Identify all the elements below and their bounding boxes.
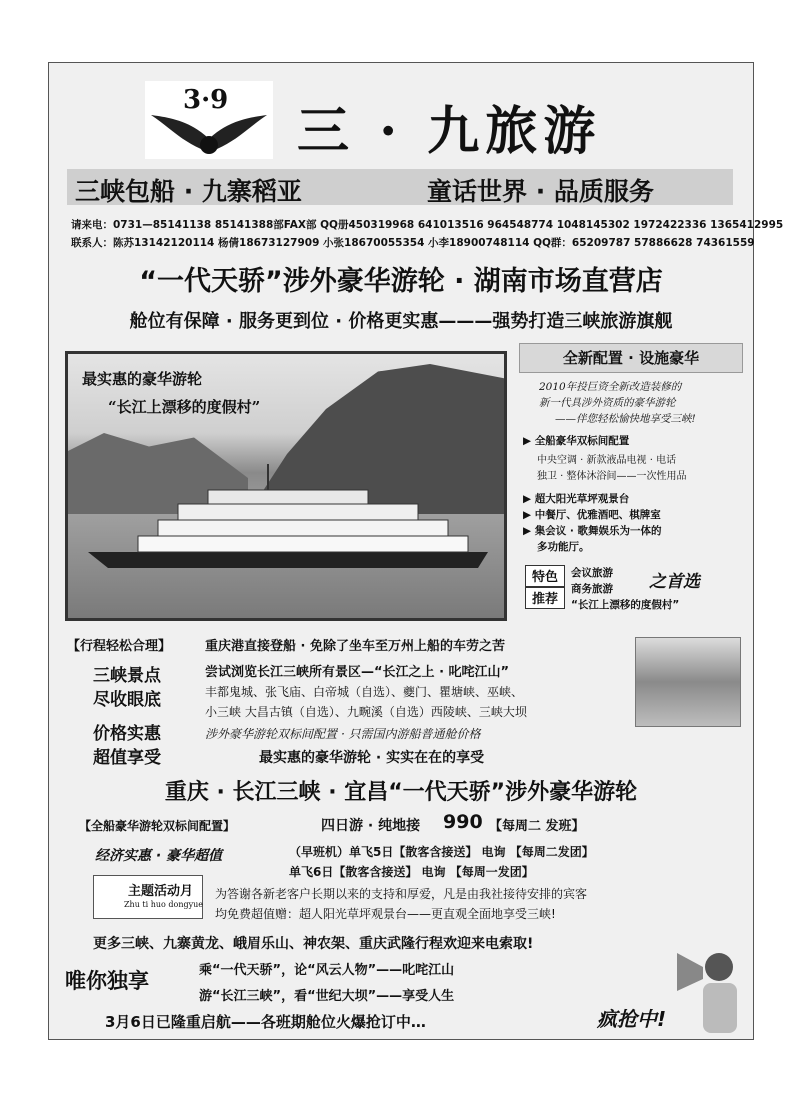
route-flight-1: （早班机）单飞5日【散客含接送】 电询 【每周二发团】 bbox=[289, 845, 594, 859]
tag-recommended: 推荐 bbox=[525, 587, 565, 609]
megaphone-girl-icon bbox=[673, 943, 749, 1035]
feature-panel bbox=[519, 343, 741, 619]
logo-number: 3·9 bbox=[183, 85, 229, 115]
hot-sale: 疯抢中! bbox=[597, 1007, 667, 1031]
wings-icon bbox=[149, 109, 269, 157]
main-headline: “一代天骄”涉外豪华游轮 · 湖南市场直营店 bbox=[139, 266, 663, 297]
promo-more: 更多三峡、九寨黄龙、峨眉乐山、神农架、重庆武隆行程欢迎来电索取! bbox=[93, 936, 534, 952]
theme-badge-title: 主题活动月 bbox=[128, 884, 194, 899]
feature-sub-1: 中央空调 · 新款液晶电视 · 电话 bbox=[537, 455, 677, 466]
sub-headline: 舱位有保障 · 服务更到位 · 价格更实惠———强势打造三峡旅游旗舰 bbox=[129, 311, 673, 332]
feature-bullet-2: ▶ 超大阳光草坪观景台 bbox=[523, 493, 630, 505]
ship-icon bbox=[88, 464, 498, 574]
band-left: 三峡包船 · 九寨稻亚 bbox=[75, 177, 302, 206]
contact-phone: 请来电：0731—85141138 85141388部FAX部 QQ册450319968 641013516 964548774 1048145302 1972422336 1365412995 bbox=[71, 219, 784, 231]
flyer bbox=[48, 62, 784, 1040]
promo-text-2: 均免费超值赠：超人阳光草坪观景台——更直观全面地享受三峡! bbox=[215, 907, 556, 921]
rec-first-choice: 之首选 bbox=[649, 572, 700, 592]
feature-bullet-1: ▶ 全船豪华双标间配置 bbox=[523, 435, 630, 447]
itinerary-text-2: 尝试浏览长江三峡所有景区—“长江之上 · 叱咤江山” bbox=[205, 665, 510, 680]
feature-intro-2: 新一代具涉外资质的豪华游轮 bbox=[539, 397, 676, 409]
route-config: 【全船豪华游轮双标间配置】 bbox=[79, 819, 236, 833]
feature-header: 全新配置 · 设施豪华 bbox=[519, 343, 743, 373]
rec-slogan: “长江上漂移的度假村” bbox=[571, 599, 680, 611]
itinerary-text-1: 重庆港直接登船 · 免除了坐车至万州上船的车劳之苦 bbox=[205, 639, 505, 654]
feature-intro-1: 2010年投巨资全新改造装修的 bbox=[539, 381, 682, 393]
itinerary-text-5: 涉外豪华游轮双标间配置 · 只需国内游船普通舱价格 bbox=[205, 727, 481, 741]
contact-people: 联系人：陈苏13142120114 杨倩18673127909 小张18670055354 小李18900748114 QQ群：65209787 57886628 74361559 bbox=[71, 237, 755, 249]
itinerary-label-1: 【行程轻松合理】 bbox=[67, 639, 172, 654]
brand-title: 三 · 九旅游 bbox=[297, 101, 602, 162]
theme-badge-pinyin: Zhu ti huo dongyue bbox=[124, 900, 204, 909]
itinerary-label-3a: 价格实惠 bbox=[93, 724, 161, 744]
promo-text-1: 为答谢各新老客户长期以来的支持和厚爱，凡是由我社接待安排的宾客 bbox=[215, 887, 588, 901]
feature-bullet-4: ▶ 集会议 · 歌舞娱乐为一体的 bbox=[523, 525, 662, 537]
route-slogan: 经济实惠 · 豪华超值 bbox=[95, 848, 223, 864]
band-right: 童话世界 · 品质服务 bbox=[427, 177, 654, 206]
theme-badge bbox=[93, 875, 203, 919]
route-flight-2: 单飞6日【散客含接送】 电询 【每周一发团】 bbox=[289, 865, 534, 879]
itinerary-text-3: 丰都鬼城、张飞庙、白帝城（自选）、夔门、瞿塘峡、巫峡、 bbox=[205, 685, 524, 699]
promo-exclusive-2: 游“长江三峡”，看“世纪大坝”——享受人生 bbox=[199, 989, 455, 1004]
feature-sub-2: 独卫 · 整体沐浴间——一次性用品 bbox=[537, 471, 687, 482]
itinerary-label-2b: 尽收眼底 bbox=[93, 690, 161, 710]
itinerary-text-6: 最实惠的豪华游轮 · 实实在在的享受 bbox=[259, 750, 485, 766]
itinerary-label-3b: 超值享受 bbox=[93, 748, 161, 768]
gorge-photo bbox=[635, 637, 741, 727]
photo-caption-1: 最实惠的豪华游轮 bbox=[82, 370, 203, 388]
feature-bullet-4-cont: 多功能厅。 bbox=[537, 541, 590, 553]
service-band bbox=[67, 169, 733, 205]
rec-meeting: 会议旅游 bbox=[571, 567, 613, 579]
tag-featured: 特色 bbox=[525, 565, 565, 587]
feature-bullet-3: ▶ 中餐厅、优雅酒吧、棋牌室 bbox=[523, 509, 661, 521]
promo-exclusive-1: 乘“一代天骄”，论“风云人物”——叱咤江山 bbox=[199, 963, 455, 978]
route-trip: 四日游 · 纯地接 bbox=[321, 818, 421, 834]
launch-notice: 3月6日已隆重启航——各班期舱位火爆抢订中… bbox=[105, 1013, 426, 1031]
itinerary-text-4: 小三峡 大昌古镇（自选）、九畹溪（自选）西陵峡、三峡大坝 bbox=[205, 705, 527, 719]
itinerary-label-2a: 三峡景点 bbox=[93, 666, 161, 686]
promo-exclusive: 唯你独享 bbox=[65, 969, 149, 993]
route-schedule: 【每周二 发班】 bbox=[489, 819, 585, 834]
logo bbox=[145, 81, 273, 159]
route-price: 990 bbox=[443, 811, 483, 833]
feature-intro-3: ——伴您轻松愉快地享受三峡! bbox=[555, 413, 696, 425]
photo-caption-2: “长江上漂移的度假村” bbox=[108, 398, 261, 416]
cruise-ship-photo bbox=[65, 351, 507, 621]
route-title: 重庆 · 长江三峡 · 宜昌“一代天骄”涉外豪华游轮 bbox=[164, 780, 638, 805]
rec-business: 商务旅游 bbox=[571, 583, 613, 595]
